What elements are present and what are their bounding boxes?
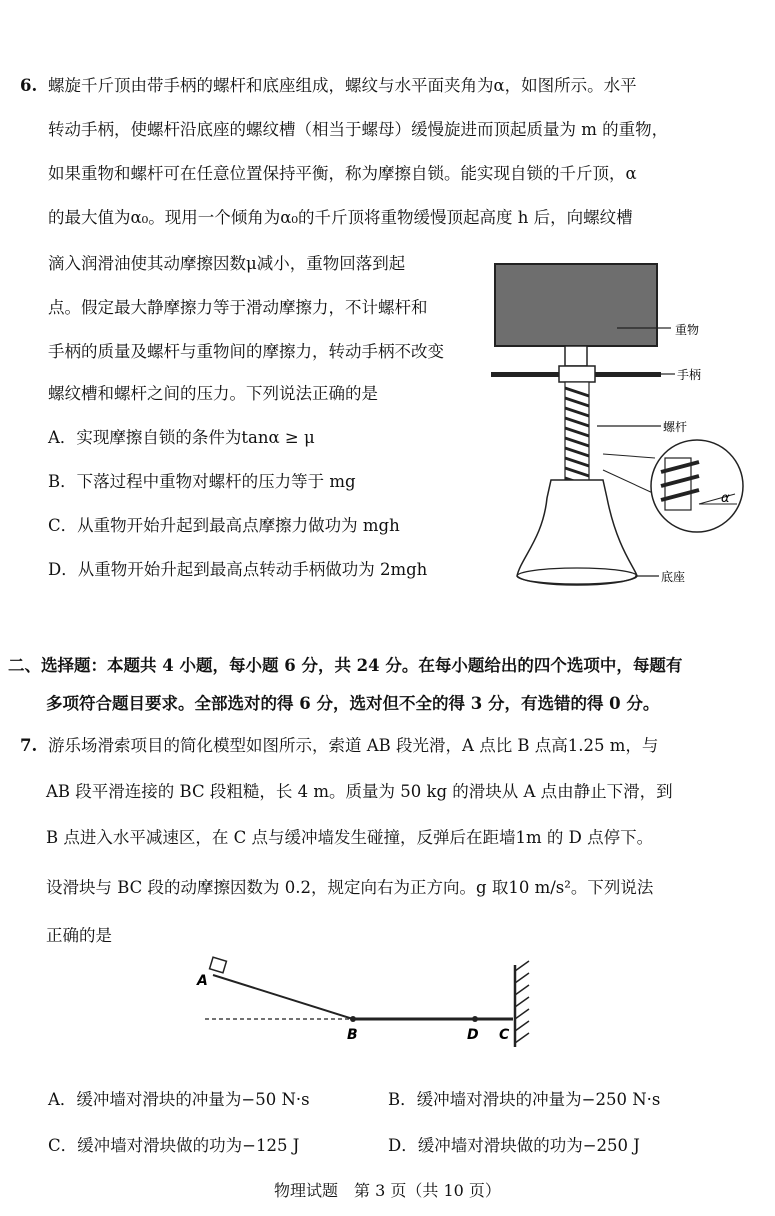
label-weight: 重物 [675,323,700,337]
q7-line-2: AB 段平滑连接的 BC 段粗糙，长 4 m。质量为 50 kg 的滑块从 A 点由静止下滑，到 [46,782,673,801]
q6-line-5: 滴入润滑油使其动摩擦因数μ减小，重物回落到起 [48,254,406,273]
label-point-b: B [347,1027,358,1043]
q6-line-7: 手柄的质量及螺杆与重物间的摩擦力，转动手柄不改变 [48,342,444,361]
q7-option-a: A．缓冲墙对滑块的冲量为−50 N·s [48,1090,310,1109]
q7-line-3: B 点进入水平减速区，在 C 点与缓冲墙发生碰撞，反弹后在距墙1m 的 D 点停下。 [46,828,654,847]
q7-option-c: C．缓冲墙对滑块做的功为−125 J [48,1136,300,1155]
q6-line-6: 点。假定最大静摩擦力等于滑动摩擦力，不计螺杆和 [48,298,428,317]
q7-line-5: 正确的是 [46,926,112,945]
slider-block [210,957,227,973]
label-point-c: C [499,1027,510,1043]
thread-detail-inset [603,440,743,532]
label-handle: 手柄 [677,368,702,382]
label-screw: 螺杆 [663,420,688,434]
q7-line-1: 7. 游乐场滑索项目的简化模型如图所示，索道 AB 段光滑，A 点比 B 点高1.25 m，与 [20,736,659,755]
q6-line-1: 6. 螺旋千斤顶由带手柄的螺杆和底座组成，螺纹与水平面夹角为α，如图所示。水平 [20,76,637,95]
q6-line-2: 转动手柄，使螺杆沿底座的螺纹槽（相当于螺母）缓慢旋进而顶起质量为 m 的重物， [48,120,669,139]
segment-ab [213,975,353,1019]
label-point-d: D [467,1027,479,1043]
q6-line-4: 的最大值为α₀。现用一个倾角为α₀的千斤顶将重物缓慢顶起高度 h 后，向螺纹槽 [48,208,633,227]
q7-number: 7. [20,736,38,755]
section2-title-line-2: 多项符合题目要求。全部选对的得 6 分，选对但不全的得 3 分，有选错的得 0 分。 [46,694,660,713]
buffer-wall [515,961,529,1047]
base [517,480,637,585]
q7-option-d: D．缓冲墙对滑块做的功为−250 J [388,1136,640,1155]
label-angle: α [721,491,730,506]
q6-line-8: 螺纹槽和螺杆之间的压力。下列说法正确的是 [48,384,378,403]
zipline-figure [195,955,545,1050]
page-footer: 物理试题 第 3 页（共 10 页） [274,1181,501,1200]
section2-title-line-1: 二、选择题：本题共 4 小题，每小题 6 分，共 24 分。在每小题给出的四个选项中，每题有 [8,656,683,675]
q7-line-4: 设滑块与 BC 段的动摩擦因数为 0.2，规定向右为正方向。g 取10 m/s²。下列说法 [46,878,654,897]
q7-option-b: B．缓冲墙对滑块的冲量为−250 N·s [388,1090,661,1109]
q6-line-3: 如果重物和螺杆可在任意位置保持平衡，称为摩擦自锁。能实现自锁的千斤顶，α [48,164,637,183]
label-point-a: A [197,973,208,989]
q6-option-a: A．实现摩擦自锁的条件为tanα ≥ μ [48,428,315,447]
jack-figure [485,258,765,593]
q6-number: 6. [20,76,38,95]
weight-block [495,264,657,346]
label-base: 底座 [661,570,686,584]
q6-option-d: D．从重物开始升起到最高点转动手柄做功为 2mgh [48,560,428,579]
q6-option-b: B．下落过程中重物对螺杆的压力等于 mg [48,472,356,491]
q6-option-c: C．从重物开始升起到最高点摩擦力做功为 mgh [48,516,400,535]
